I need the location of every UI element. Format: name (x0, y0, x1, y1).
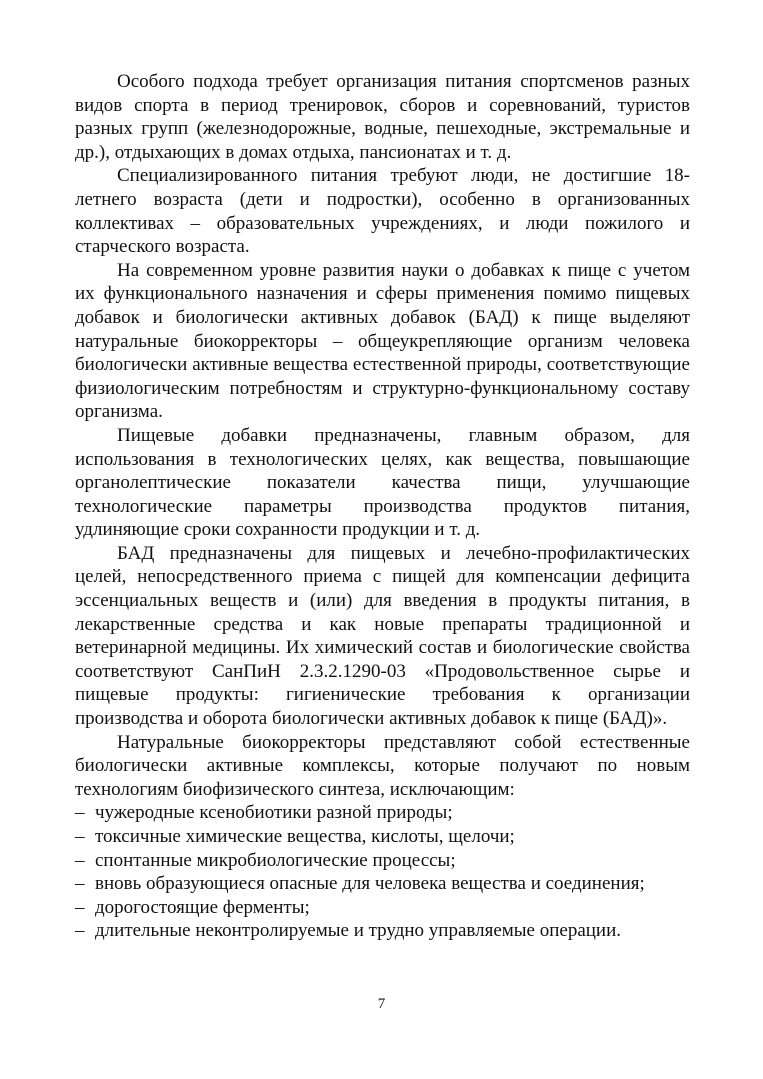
document-body (75, 70, 690, 943)
dash-marker: – (75, 873, 85, 895)
paragraph: Натуральные биокорректоры представляют собой естественные биологически активные комплексы, которые получают по новым технологиям биофизического синтеза, исключающим: (75, 731, 690, 800)
paragraph: Специализированного питания требуют люди, не достигшие 18-летнего возраста (дети и подростки), особенно в организованных коллективах – образовательных учреждениях, и люди пожилого и старческого возраста. (75, 165, 690, 258)
paragraph: Пищевые добавки предназначены, главным образом, для использования в технологических целях, как вещества, повышающие органолептические показатели качества пищи, улучшающие технологические параметры производства продуктов питания, удлиняющие сроки сохранности продукции и т. д. (75, 424, 690, 541)
list-item (75, 801, 690, 825)
list-item (75, 849, 690, 873)
list-item (75, 896, 690, 920)
paragraph: БАД предназначены для пищевых и лечебно-профилактических целей, непосредственного приема с пищей для компенсации дефицита эссенциальных веществ и (или) для введения в продукты питания, в лекарственные средства и как новые препараты традиционной и ветеринарной медицины. Их химический состав и биологические свойства соответствуют СанПиН 2.3.2.1290-03 «Продовольственное сырье и пищевые продукты: гигиенические требования к организации производства и оборота биологически активных добавок к пище (БАД)». (75, 542, 690, 730)
list-item-text: спонтанные микробиологические процессы; (95, 849, 456, 871)
paragraph: На современном уровне развития науки о добавках к пище с учетом их функционального назначения и сферы применения помимо пищевых добавок и биологически активных добавок (БАД) к пище выделяют натуральные биокорректоры – общеукрепляющие организм человека биологически активные вещества естественной природы, соответствующие физиологическим потребностям и структурно-функциональному составу организма. (75, 259, 690, 423)
list-item (75, 919, 690, 943)
list-item (75, 825, 690, 849)
list-item (75, 872, 690, 896)
list-item-text: чужеродные ксенобиотики разной природы; (95, 802, 453, 824)
dash-marker: – (75, 849, 85, 871)
list-item-text: вновь образующиеся опасные для человека вещества и соединения; (95, 873, 645, 895)
dash-marker: – (75, 920, 85, 942)
dash-marker: – (75, 826, 85, 847)
list-item-text: токсичные химические вещества, кислоты, щелочи; (95, 826, 515, 847)
bullet-list (75, 801, 690, 943)
page-number: 7 (377, 996, 386, 1012)
dash-marker: – (75, 896, 85, 918)
list-item-text: дорогостоящие ферменты; (95, 896, 310, 918)
list-item-text: длительные неконтролируемые и трудно управляемые операции. (95, 920, 622, 942)
dash-marker: – (75, 802, 85, 824)
paragraph: Особого подхода требует организация питания спортсменов разных видов спорта в период тренировок, сборов и соревнований, туристов разных групп (железнодорожные, водные, пешеходные, экстремальные и др.), отдыхающих в домах отдыха, пансионатах и т. д. (75, 71, 690, 163)
